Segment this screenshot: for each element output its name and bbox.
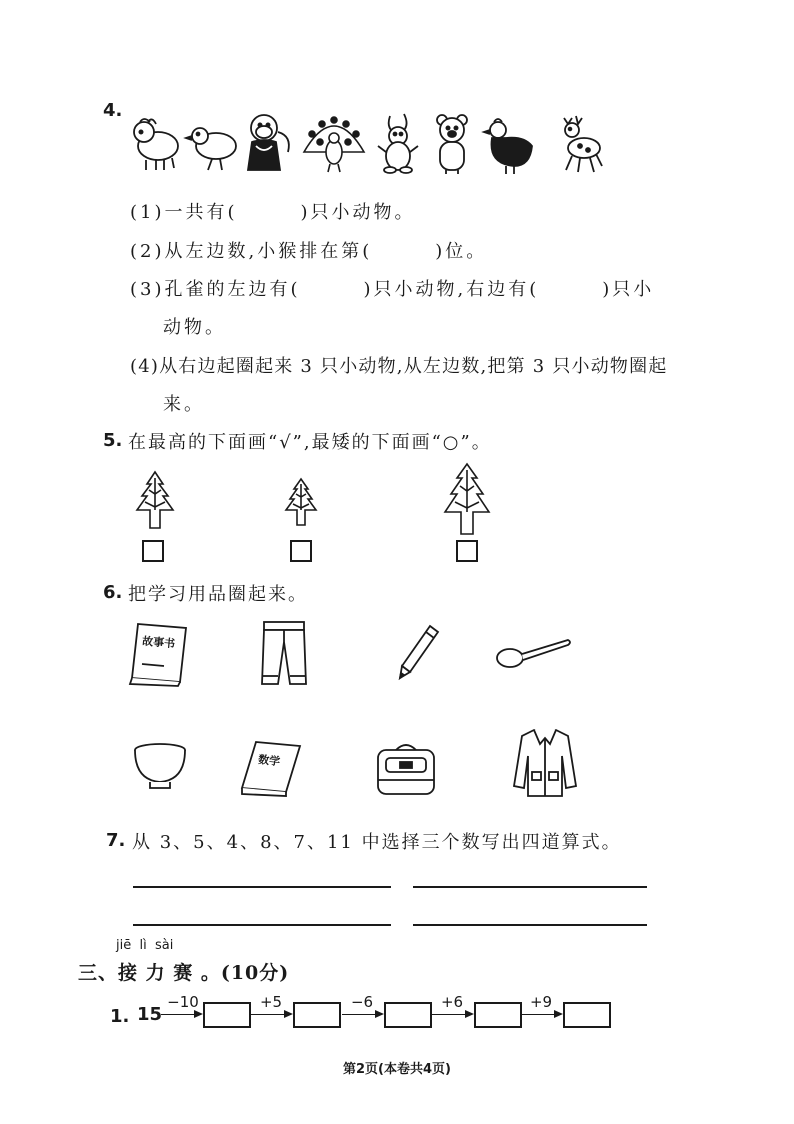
section-title: 三、接 力 赛 。(10分) xyxy=(78,962,290,984)
page-footer: 第2页(本卷共4页) xyxy=(343,1062,451,1077)
answer-box[interactable] xyxy=(384,1002,432,1028)
question-number: 6. xyxy=(103,582,123,603)
pencil-icon xyxy=(396,622,442,686)
answer-line[interactable] xyxy=(413,886,647,888)
answer-box[interactable] xyxy=(293,1002,341,1028)
answer-line[interactable] xyxy=(133,886,391,888)
tree2-answer-box[interactable] xyxy=(290,540,312,562)
question-number: 1. xyxy=(110,1006,130,1027)
question-number: 5. xyxy=(103,430,123,451)
tree3-answer-box[interactable] xyxy=(456,540,478,562)
math-book-label: 数学 xyxy=(257,752,281,769)
storybook-label: 故事书 xyxy=(141,634,176,651)
tree-tall-icon xyxy=(440,462,494,540)
q6-text: 把学习用品圈起来。 xyxy=(128,584,308,605)
answer-line[interactable] xyxy=(413,924,647,926)
question-number: 7. xyxy=(106,830,126,851)
tree1-answer-box[interactable] xyxy=(142,540,164,562)
q4-sub1: (1)一共有( )只小动物。 xyxy=(130,202,416,223)
tree-short-icon xyxy=(282,477,320,531)
monkey-icon xyxy=(248,115,289,170)
answer-box[interactable] xyxy=(563,1002,611,1028)
question-number: 4. xyxy=(103,100,123,121)
bowl-icon xyxy=(132,742,188,796)
peacock-icon xyxy=(304,117,364,172)
q5-text: 在最高的下面画“√”,最矮的下面画“○”。 xyxy=(128,432,492,453)
spoon-icon xyxy=(494,636,574,676)
lamb-icon xyxy=(134,119,178,170)
operation-label: +9 xyxy=(529,993,553,1011)
hen-icon xyxy=(484,119,532,174)
chick-icon xyxy=(186,128,236,170)
arrow-icon xyxy=(161,1014,201,1015)
deer-icon xyxy=(564,116,602,172)
animal-row xyxy=(128,112,610,176)
math-book-icon xyxy=(238,738,304,802)
q4-sub3-line2: 动物。 xyxy=(163,317,226,338)
q4-sub2: (2)从左边数,小猴排在第( )位。 xyxy=(130,241,488,262)
pants-icon xyxy=(258,620,310,690)
operation-label: +6 xyxy=(440,993,464,1011)
q7-text: 从 3、5、4、8、7、11 中选择三个数写出四道算式。 xyxy=(132,832,622,853)
answer-line[interactable] xyxy=(133,924,391,926)
bear-icon xyxy=(437,115,467,174)
arrow-icon xyxy=(432,1014,472,1015)
q4-sub3-line1: (3)孔雀的左边有( )只小动物,右边有( )只小 xyxy=(130,279,655,300)
q4-sub4-line2: 来。 xyxy=(163,394,205,415)
operation-label: −6 xyxy=(350,993,374,1011)
schoolbag-icon xyxy=(372,740,440,802)
operation-label: +5 xyxy=(259,993,283,1011)
arrow-icon xyxy=(251,1014,291,1015)
tree-medium-icon xyxy=(132,470,178,534)
arrow-icon xyxy=(342,1014,382,1015)
arrow-icon xyxy=(521,1014,561,1015)
jacket-icon xyxy=(512,726,578,802)
q4-sub4-line1: (4)从右边起圈起来 3 只小动物,从左边数,把第 3 只小动物圈起 xyxy=(130,356,668,377)
storybook-icon xyxy=(128,620,192,692)
rabbit-icon xyxy=(378,114,418,173)
answer-box[interactable] xyxy=(203,1002,251,1028)
operation-label: −10 xyxy=(167,993,199,1011)
answer-box[interactable] xyxy=(474,1002,522,1028)
section-pinyin: jiē lì sài xyxy=(116,938,174,953)
start-number: 15 xyxy=(137,1004,163,1025)
